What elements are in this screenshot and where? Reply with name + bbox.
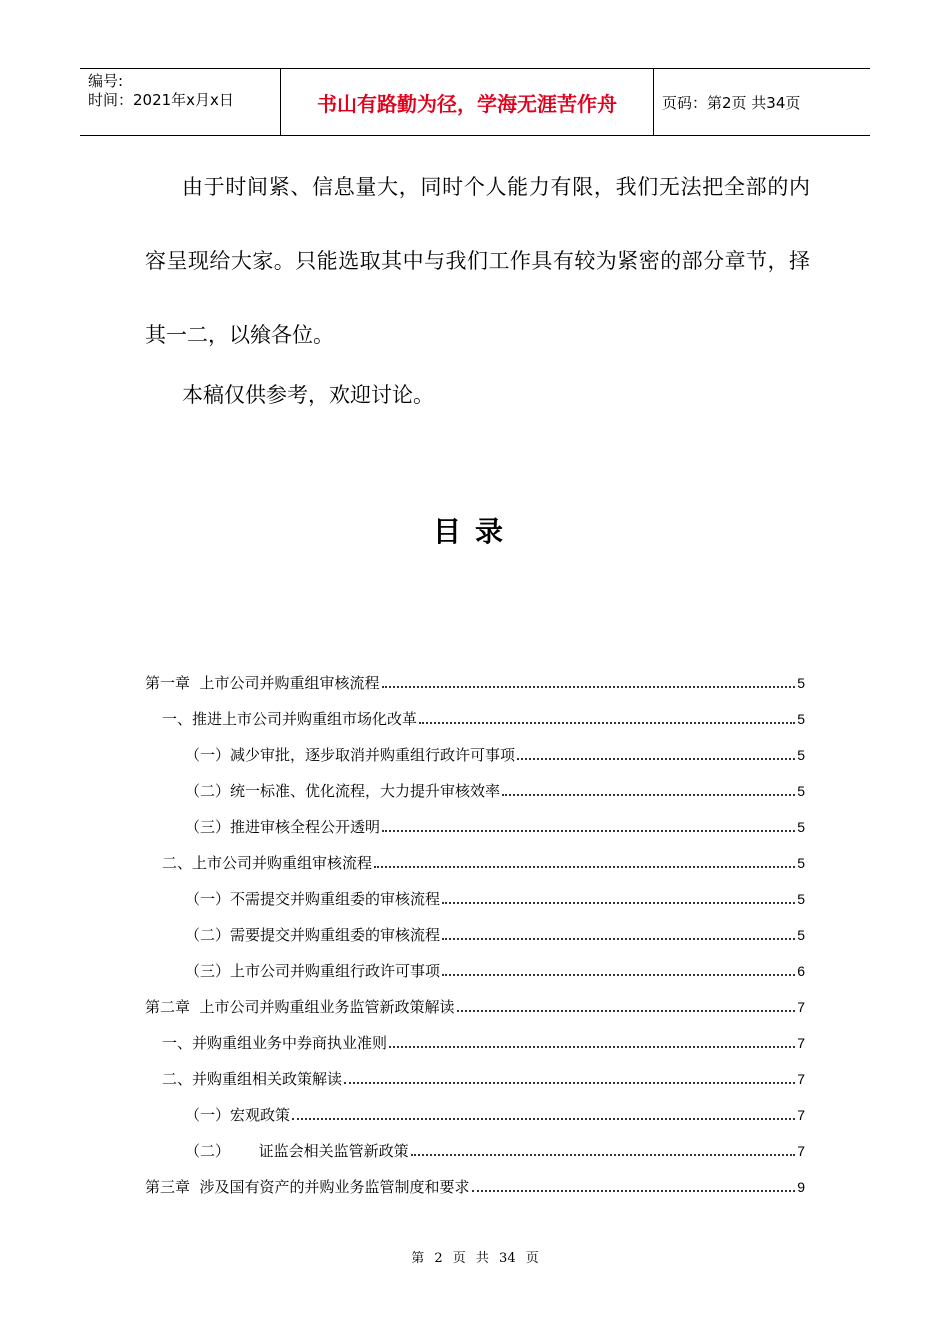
toc-entry-page: 7 xyxy=(797,1071,805,1087)
toc-entry-page: 5 xyxy=(797,819,805,835)
header-meta-cell xyxy=(80,69,281,135)
toc-leader-dots xyxy=(457,1010,796,1012)
toc-entry-page: 7 xyxy=(797,999,805,1015)
toc-leader-dots xyxy=(344,1082,795,1084)
toc-leader-dots xyxy=(517,758,795,760)
toc-entry[interactable] xyxy=(145,1161,805,1197)
toc-entry-label: （二）需要提交并购重组委的审核流程 xyxy=(185,926,441,944)
toc-leader-dots xyxy=(389,1046,795,1048)
toc-leader-dots xyxy=(442,902,795,904)
toc-entry[interactable] xyxy=(145,1125,805,1161)
toc-entry-page: 5 xyxy=(797,675,805,691)
number-label: 编号: xyxy=(88,72,124,90)
toc-leader-dots xyxy=(502,794,795,796)
toc-entry-page: 5 xyxy=(797,783,805,799)
toc-leader-dots xyxy=(292,1118,795,1120)
toc-entry[interactable] xyxy=(145,873,805,909)
toc-entry-page: 5 xyxy=(797,855,805,871)
toc-entry-label: （二） 证监会相关监管新政策 xyxy=(185,1142,409,1160)
toc-entry[interactable] xyxy=(145,693,805,729)
toc-entry-page: 7 xyxy=(797,1143,805,1159)
toc-entry-page: 5 xyxy=(797,747,805,763)
toc-entry[interactable] xyxy=(145,1017,805,1053)
toc-entry-label: 一、并购重组业务中券商执业准则 xyxy=(162,1034,388,1052)
toc-leader-dots xyxy=(411,1154,796,1156)
toc-leader-dots xyxy=(442,974,795,976)
toc-entry-label: 二、并购重组相关政策解读 xyxy=(162,1070,343,1088)
toc-entry[interactable] xyxy=(145,729,805,765)
toc-entry[interactable] xyxy=(145,765,805,801)
toc-leader-dots xyxy=(382,830,795,832)
toc-entry[interactable] xyxy=(145,837,805,873)
toc-entry[interactable] xyxy=(145,945,805,981)
toc-entry-label: （一）不需提交并购重组委的审核流程 xyxy=(185,890,441,908)
toc-entry-label: 第二章 上市公司并购重组业务监管新政策解读 xyxy=(145,998,455,1016)
toc-entry-label: （三）上市公司并购重组行政许可事项 xyxy=(185,962,441,980)
toc-entry-label: 第一章 上市公司并购重组审核流程 xyxy=(145,674,380,692)
toc-entry-label: 一、推进上市公司并购重组市场化改革 xyxy=(162,710,418,728)
page-footer: 第 2 页 共 34 页 xyxy=(411,1251,539,1266)
toc-entry-label: （一）减少审批，逐步取消并购重组行政许可事项 xyxy=(185,746,516,764)
toc-entry-page: 5 xyxy=(797,891,805,907)
toc-leader-dots xyxy=(382,686,796,688)
toc-entry-label: 二、上市公司并购重组审核流程 xyxy=(162,854,373,872)
table-of-contents xyxy=(145,657,805,1197)
toc-entry-label: 第三章 涉及国有资产的并购业务监管制度和要求 xyxy=(145,1178,470,1196)
toc-entry-page: 7 xyxy=(797,1035,805,1051)
page-header xyxy=(80,68,870,136)
header-page-info: 页码：第2页 共34页 xyxy=(662,93,801,112)
toc-entry-page: 9 xyxy=(797,1179,805,1195)
toc-leader-dots xyxy=(472,1190,796,1192)
toc-entry[interactable] xyxy=(145,801,805,837)
toc-title: 目录 xyxy=(432,515,517,548)
header-motto: 书山有路勤为径，学海无涯苦作舟 xyxy=(281,69,654,135)
toc-leader-dots xyxy=(374,866,795,868)
toc-entry-page: 7 xyxy=(797,1107,805,1123)
toc-leader-dots xyxy=(419,722,795,724)
toc-entry-label: （一）宏观政策 xyxy=(185,1106,291,1124)
toc-entry-label: （二）统一标准、优化流程，大力提升审核效率 xyxy=(185,782,501,800)
toc-leader-dots xyxy=(442,938,795,940)
toc-entry[interactable] xyxy=(145,1053,805,1089)
toc-entry[interactable] xyxy=(145,1089,805,1125)
toc-entry-page: 6 xyxy=(797,963,805,979)
note-paragraph: 本稿仅供参考，欢迎讨论。 xyxy=(182,383,434,407)
toc-entry[interactable] xyxy=(145,657,805,693)
toc-entry[interactable] xyxy=(145,981,805,1017)
toc-entry-label: （三）推进审核全程公开透明 xyxy=(185,818,381,836)
toc-entry[interactable] xyxy=(145,909,805,945)
toc-entry-page: 5 xyxy=(797,927,805,943)
time-label: 时间：2021年x月x日 xyxy=(88,91,234,109)
toc-entry-page: 5 xyxy=(797,711,805,727)
intro-paragraph: 由于时间紧、信息量大，同时个人能力有限，我们无法把全部的内容呈现给大家。只能选取其中与我们工作具有较为紧密的部分章节，择其一二，以飨各位。 xyxy=(145,175,810,347)
